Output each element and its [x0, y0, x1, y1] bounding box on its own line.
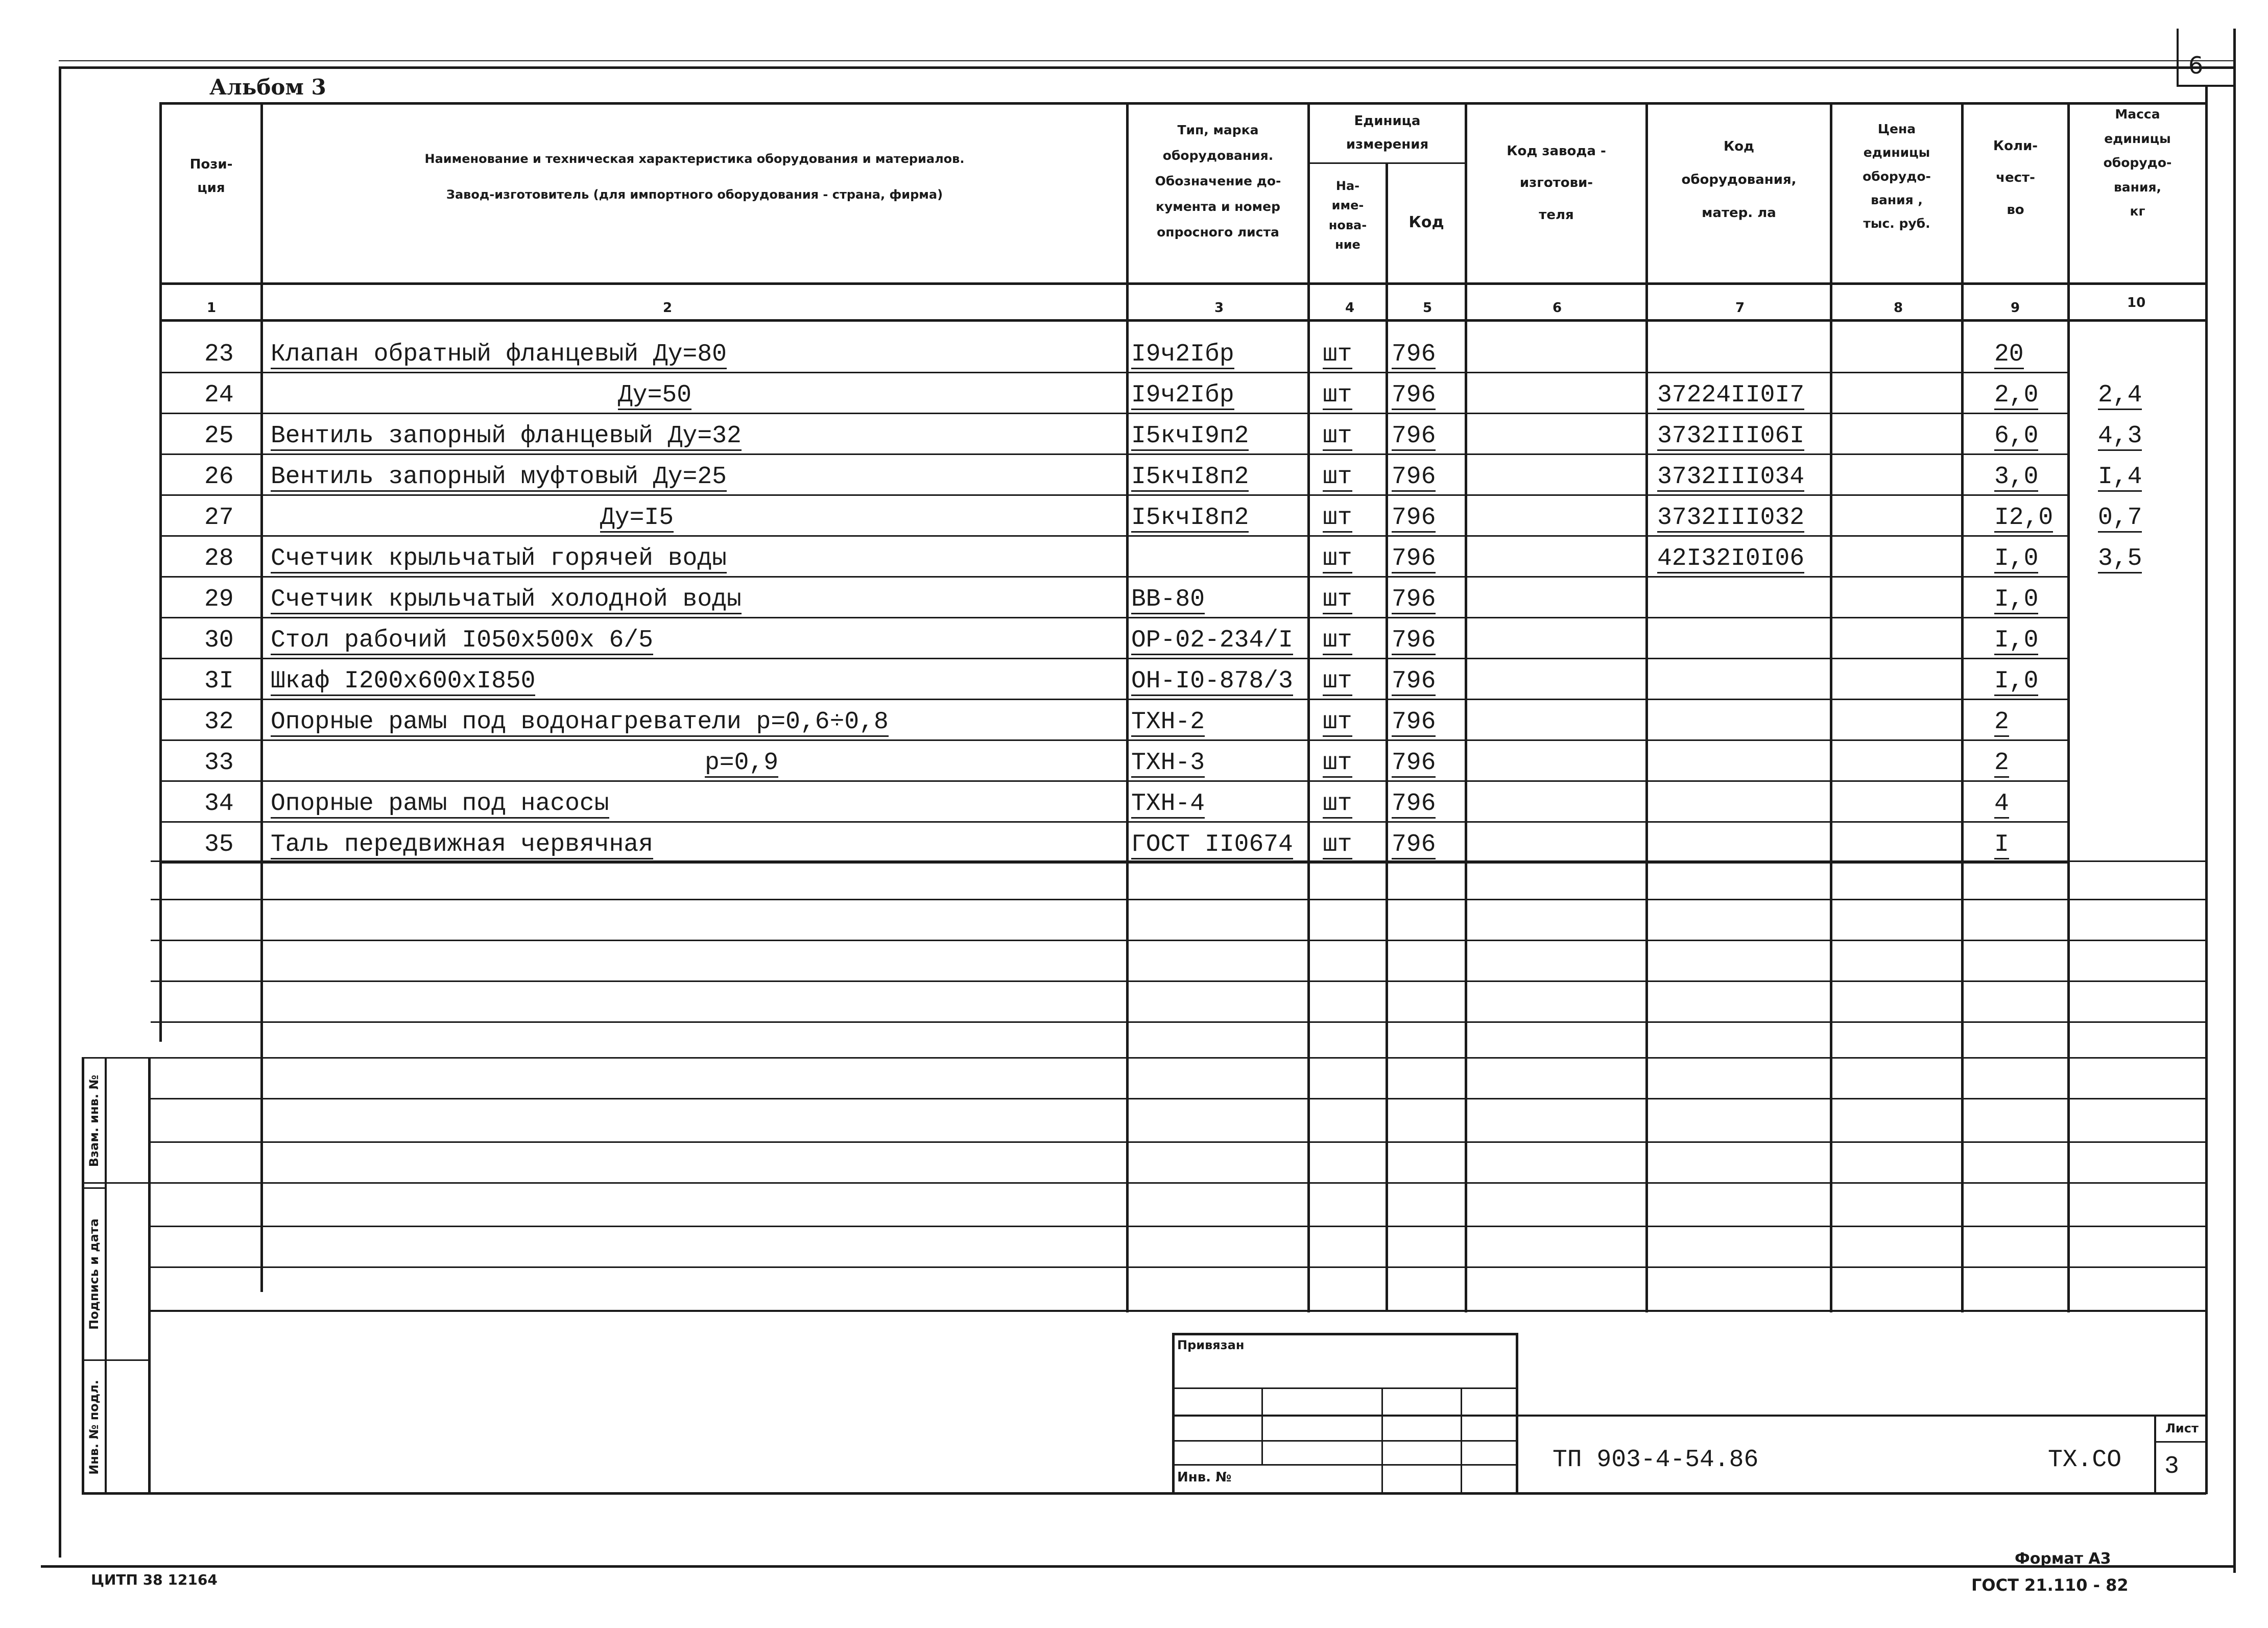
row-unit-code: 796	[1392, 504, 1436, 532]
header-col-3: Тип, марка оборудования. Обозначение до- кумента и номер опросного листа	[1155, 123, 1281, 240]
table-row-line	[162, 372, 2067, 373]
colnum-2: 2	[663, 300, 673, 316]
inner-frame-left	[148, 1057, 151, 1494]
row-equip-code: 3732III032	[1657, 504, 1805, 532]
row-unit: шт	[1323, 627, 1352, 654]
frame-bottom-line	[41, 1565, 2236, 1568]
album-title: Альбом 3	[209, 75, 326, 100]
row-unit-code: 796	[1392, 586, 1436, 613]
row-qty: 2	[1994, 708, 2009, 736]
stamp-row2	[1172, 1415, 2206, 1417]
col-line-0	[159, 102, 162, 1042]
stamp-box-left	[1172, 1333, 1175, 1494]
col-line-8	[1961, 102, 1964, 1312]
row-position: 34	[204, 790, 234, 818]
header-col-2: Наименование и техническая характеристика оборудования и материалов. Завод-изготовитель (для импортного оборудования - страна, фирма)	[424, 152, 965, 202]
colnum-7: 7	[1735, 300, 1745, 316]
row-unit: шт	[1323, 504, 1352, 532]
row-equip-code: 3732III06I	[1657, 422, 1805, 450]
row-type: ТХН-3	[1131, 749, 1205, 777]
row-position: 3I	[204, 667, 234, 695]
colnum-1: 1	[207, 300, 217, 316]
row-type: ТХН-4	[1131, 790, 1205, 818]
sheet-box-mid	[2154, 1441, 2206, 1443]
row-unit-code: 796	[1392, 708, 1436, 736]
side-strip-div2	[82, 1187, 105, 1189]
colnum-6: 6	[1553, 300, 1562, 316]
sheet-box-left	[2154, 1415, 2156, 1494]
row-position: 25	[204, 422, 234, 450]
stamp-box-right	[1516, 1333, 1518, 1494]
frame-top-offset-line	[59, 60, 2236, 61]
table-row-line	[162, 494, 2067, 496]
colnum-3: 3	[1214, 300, 1224, 316]
side-strip-bottom	[82, 1492, 151, 1495]
table-row-line	[162, 780, 2067, 782]
empty-row-line	[151, 1141, 2206, 1143]
row-name: Вентиль запорный фланцевый Ду=32	[271, 422, 742, 450]
row-type: I5кчI9п2	[1131, 422, 1249, 450]
side-strip-left	[82, 1057, 84, 1494]
empty-row-line	[151, 1098, 2206, 1099]
header-col-6: Код завода - изготови- теля	[1507, 143, 1606, 223]
row-unit-code: 796	[1392, 667, 1436, 695]
empty-row-line	[151, 899, 2206, 900]
frame-right-line	[2233, 29, 2236, 1573]
row-name: Счетчик крыльчатый холодной воды	[271, 586, 742, 613]
row-position: 32	[204, 708, 234, 736]
row-type: I5кчI8п2	[1131, 504, 1249, 532]
header-unit-group: Единица измерения	[1346, 113, 1429, 152]
stamp-col1	[1261, 1387, 1263, 1464]
row-type: ГОСТ II0674	[1131, 831, 1293, 858]
row-unit-code: 796	[1392, 381, 1436, 409]
row-unit: шт	[1323, 545, 1352, 572]
header-col-10: Масса единицы оборудо- вания, кг	[2103, 107, 2172, 219]
row-qty: 3,0	[1994, 463, 2039, 491]
document-code: ТП 903-4-54.86	[1553, 1446, 1759, 1474]
row-position: 24	[204, 381, 234, 409]
row-position: 26	[204, 463, 234, 491]
row-position: 23	[204, 341, 234, 368]
row-equip-code: 3732III034	[1657, 463, 1805, 491]
header-col-4: На- име- нова- ние	[1328, 179, 1367, 252]
row-name: Ду=50	[618, 381, 692, 409]
empty-row-line	[151, 1226, 2206, 1227]
side-strip-mid	[105, 1057, 107, 1494]
inner-frame-bottom	[148, 1492, 2206, 1495]
row-position: 27	[204, 504, 234, 532]
empty-row-line	[151, 1266, 2206, 1268]
table-top-line	[159, 102, 2206, 105]
stamp-box-top	[1172, 1333, 1517, 1335]
row-qty: 2	[1994, 749, 2009, 777]
row-mass: 3,5	[2098, 545, 2142, 572]
table-row-line	[162, 617, 2067, 618]
header-col-1: Пози- ция	[189, 157, 233, 196]
row-position: 33	[204, 749, 234, 777]
row-unit-code: 796	[1392, 831, 1436, 858]
stamp-privyazan: Привязан	[1177, 1338, 1245, 1352]
row-qty: I	[1994, 831, 2009, 858]
footer-format: Формат А3	[2015, 1550, 2111, 1568]
row-unit: шт	[1323, 790, 1352, 818]
row-qty: 4	[1994, 790, 2009, 818]
col-line-1	[260, 102, 263, 1292]
colnum-4: 4	[1345, 300, 1355, 316]
colnum-5: 5	[1423, 300, 1433, 316]
row-mass: 2,4	[2098, 381, 2142, 409]
side-label-inv-podl: Инв. № подл.	[87, 1380, 101, 1475]
row-qty: 20	[1994, 341, 2024, 368]
row-position: 30	[204, 627, 234, 654]
stamp-row1	[1172, 1387, 1517, 1389]
row-unit-code: 796	[1392, 545, 1436, 572]
inner-frame-right	[2205, 86, 2208, 1494]
row-name: Опорные рамы под водонагреватели р=0,6÷0,8	[271, 708, 889, 736]
empty-row-line	[151, 980, 2206, 982]
col-line-6	[1645, 102, 1648, 1312]
row-position: 35	[204, 831, 234, 858]
row-qty: I2,0	[1994, 504, 2054, 532]
row-unit: шт	[1323, 586, 1352, 613]
empty-row-line	[151, 1310, 2206, 1312]
row-type: ОН-I0-878/3	[1131, 667, 1293, 695]
stamp-col3	[1461, 1387, 1462, 1494]
table-row-line	[162, 658, 2067, 659]
table-header-bottom-line	[159, 282, 2206, 285]
row-qty: I,0	[1994, 667, 2039, 695]
row-mass: 4,3	[2098, 422, 2142, 450]
row-unit: шт	[1323, 708, 1352, 736]
row-unit: шт	[1323, 463, 1352, 491]
row-unit-code: 796	[1392, 790, 1436, 818]
table-row-line	[162, 862, 2067, 864]
table-row-line	[162, 821, 2067, 823]
corner-sheet-number: 6	[2188, 52, 2204, 79]
row-mass: 0,7	[2098, 504, 2142, 532]
row-name: р=0,9	[705, 749, 779, 777]
row-unit: шт	[1323, 422, 1352, 450]
table-row-line	[162, 413, 2067, 414]
side-label-vzam-inv: Взам. инв. №	[87, 1074, 101, 1167]
row-type: ВВ-80	[1131, 586, 1205, 613]
row-qty: 2,0	[1994, 381, 2039, 409]
row-name: Клапан обратный фланцевый Ду=80	[271, 341, 727, 368]
colnum-9: 9	[2011, 300, 2020, 316]
corner-box-left	[2177, 29, 2179, 86]
row-type: I9ч2Iбр	[1131, 341, 1234, 368]
empty-row-line	[82, 1182, 2206, 1184]
stamp-row4	[1172, 1464, 1517, 1466]
row-type: I9ч2Iбр	[1131, 381, 1234, 409]
col-line-7	[1830, 102, 1832, 1312]
row-unit: шт	[1323, 667, 1352, 695]
row-unit-code: 796	[1392, 627, 1436, 654]
row-qty: 6,0	[1994, 422, 2039, 450]
row-qty: I,0	[1994, 545, 2039, 572]
row-qty: I,0	[1994, 586, 2039, 613]
row-name: Опорные рамы под насосы	[271, 790, 609, 818]
row-type: ТХН-2	[1131, 708, 1205, 736]
row-position: 28	[204, 545, 234, 572]
colnum-10: 10	[2127, 295, 2146, 310]
row-qty: I,0	[1994, 627, 2039, 654]
header-col-8: Цена единицы оборудо- вания , тыс. руб.	[1863, 122, 1931, 231]
table-row-line	[162, 535, 2067, 537]
corner-box-bottom	[2177, 85, 2235, 87]
header-col-7: Код оборудования, матер. ла	[1681, 139, 1797, 221]
row-name: Таль передвижная червячная	[271, 831, 653, 858]
stamp-col2	[1381, 1387, 1383, 1494]
table-row-line	[162, 453, 2067, 455]
frame-left-line	[59, 66, 61, 1558]
empty-row-line	[151, 1021, 2206, 1023]
sheet-label: Лист	[2165, 1421, 2199, 1435]
row-position: 29	[204, 586, 234, 613]
table-row-line	[162, 576, 2067, 578]
col-line-4	[1386, 162, 1388, 1311]
stamp-row3	[1172, 1440, 1517, 1442]
footer-left-code: ЦИТП 38 12164	[91, 1571, 218, 1588]
col-line-2	[1126, 102, 1129, 1312]
row-unit: шт	[1323, 749, 1352, 777]
row-unit-code: 796	[1392, 341, 1436, 368]
col-line-5	[1465, 102, 1467, 1312]
row-unit: шт	[1323, 381, 1352, 409]
row-type: I5кчI8п2	[1131, 463, 1249, 491]
side-label-podp-data: Подпись и дата	[87, 1218, 101, 1330]
empty-row-line	[82, 1057, 2206, 1059]
side-strip-div	[82, 1359, 151, 1361]
stamp-inv-no: Инв. №	[1177, 1470, 1232, 1485]
colnum-8: 8	[1894, 300, 1903, 316]
row-name: Ду=I5	[600, 504, 674, 532]
row-mass: I,4	[2098, 463, 2142, 491]
empty-row-line	[151, 940, 2206, 941]
row-unit-code: 796	[1392, 463, 1436, 491]
row-equip-code: 42I32I0I06	[1657, 545, 1805, 572]
footer-gost: ГОСТ 21.110 - 82	[1971, 1575, 2129, 1595]
header-col-5: Код	[1408, 213, 1444, 231]
frame-top-line	[59, 66, 2236, 69]
row-name: Счетчик крыльчатый горячей воды	[271, 545, 727, 572]
row-equip-code: 37224II0I7	[1657, 381, 1805, 409]
row-unit: шт	[1323, 341, 1352, 368]
table-numrow-bottom-line	[159, 319, 2206, 322]
row-name: Стол рабочий I050x500x 6/5	[271, 627, 653, 654]
col-line-3	[1307, 102, 1310, 1312]
row-name: Вентиль запорный муфтовый Ду=25	[271, 463, 727, 491]
row-name: Шкаф I200x600xI850	[271, 667, 536, 695]
header-col-9: Коли- чест- во	[1993, 138, 2038, 218]
table-row-line	[162, 739, 2067, 741]
sheet-number: 3	[2164, 1453, 2179, 1480]
row-unit-code: 796	[1392, 422, 1436, 450]
col-line-9	[2067, 102, 2070, 1312]
row-type: ОР-02-234/I	[1131, 627, 1293, 654]
document-mark: ТХ.СО	[2048, 1446, 2122, 1474]
row-unit-code: 796	[1392, 749, 1436, 777]
row-unit: шт	[1323, 831, 1352, 858]
table-row-line	[162, 699, 2067, 700]
